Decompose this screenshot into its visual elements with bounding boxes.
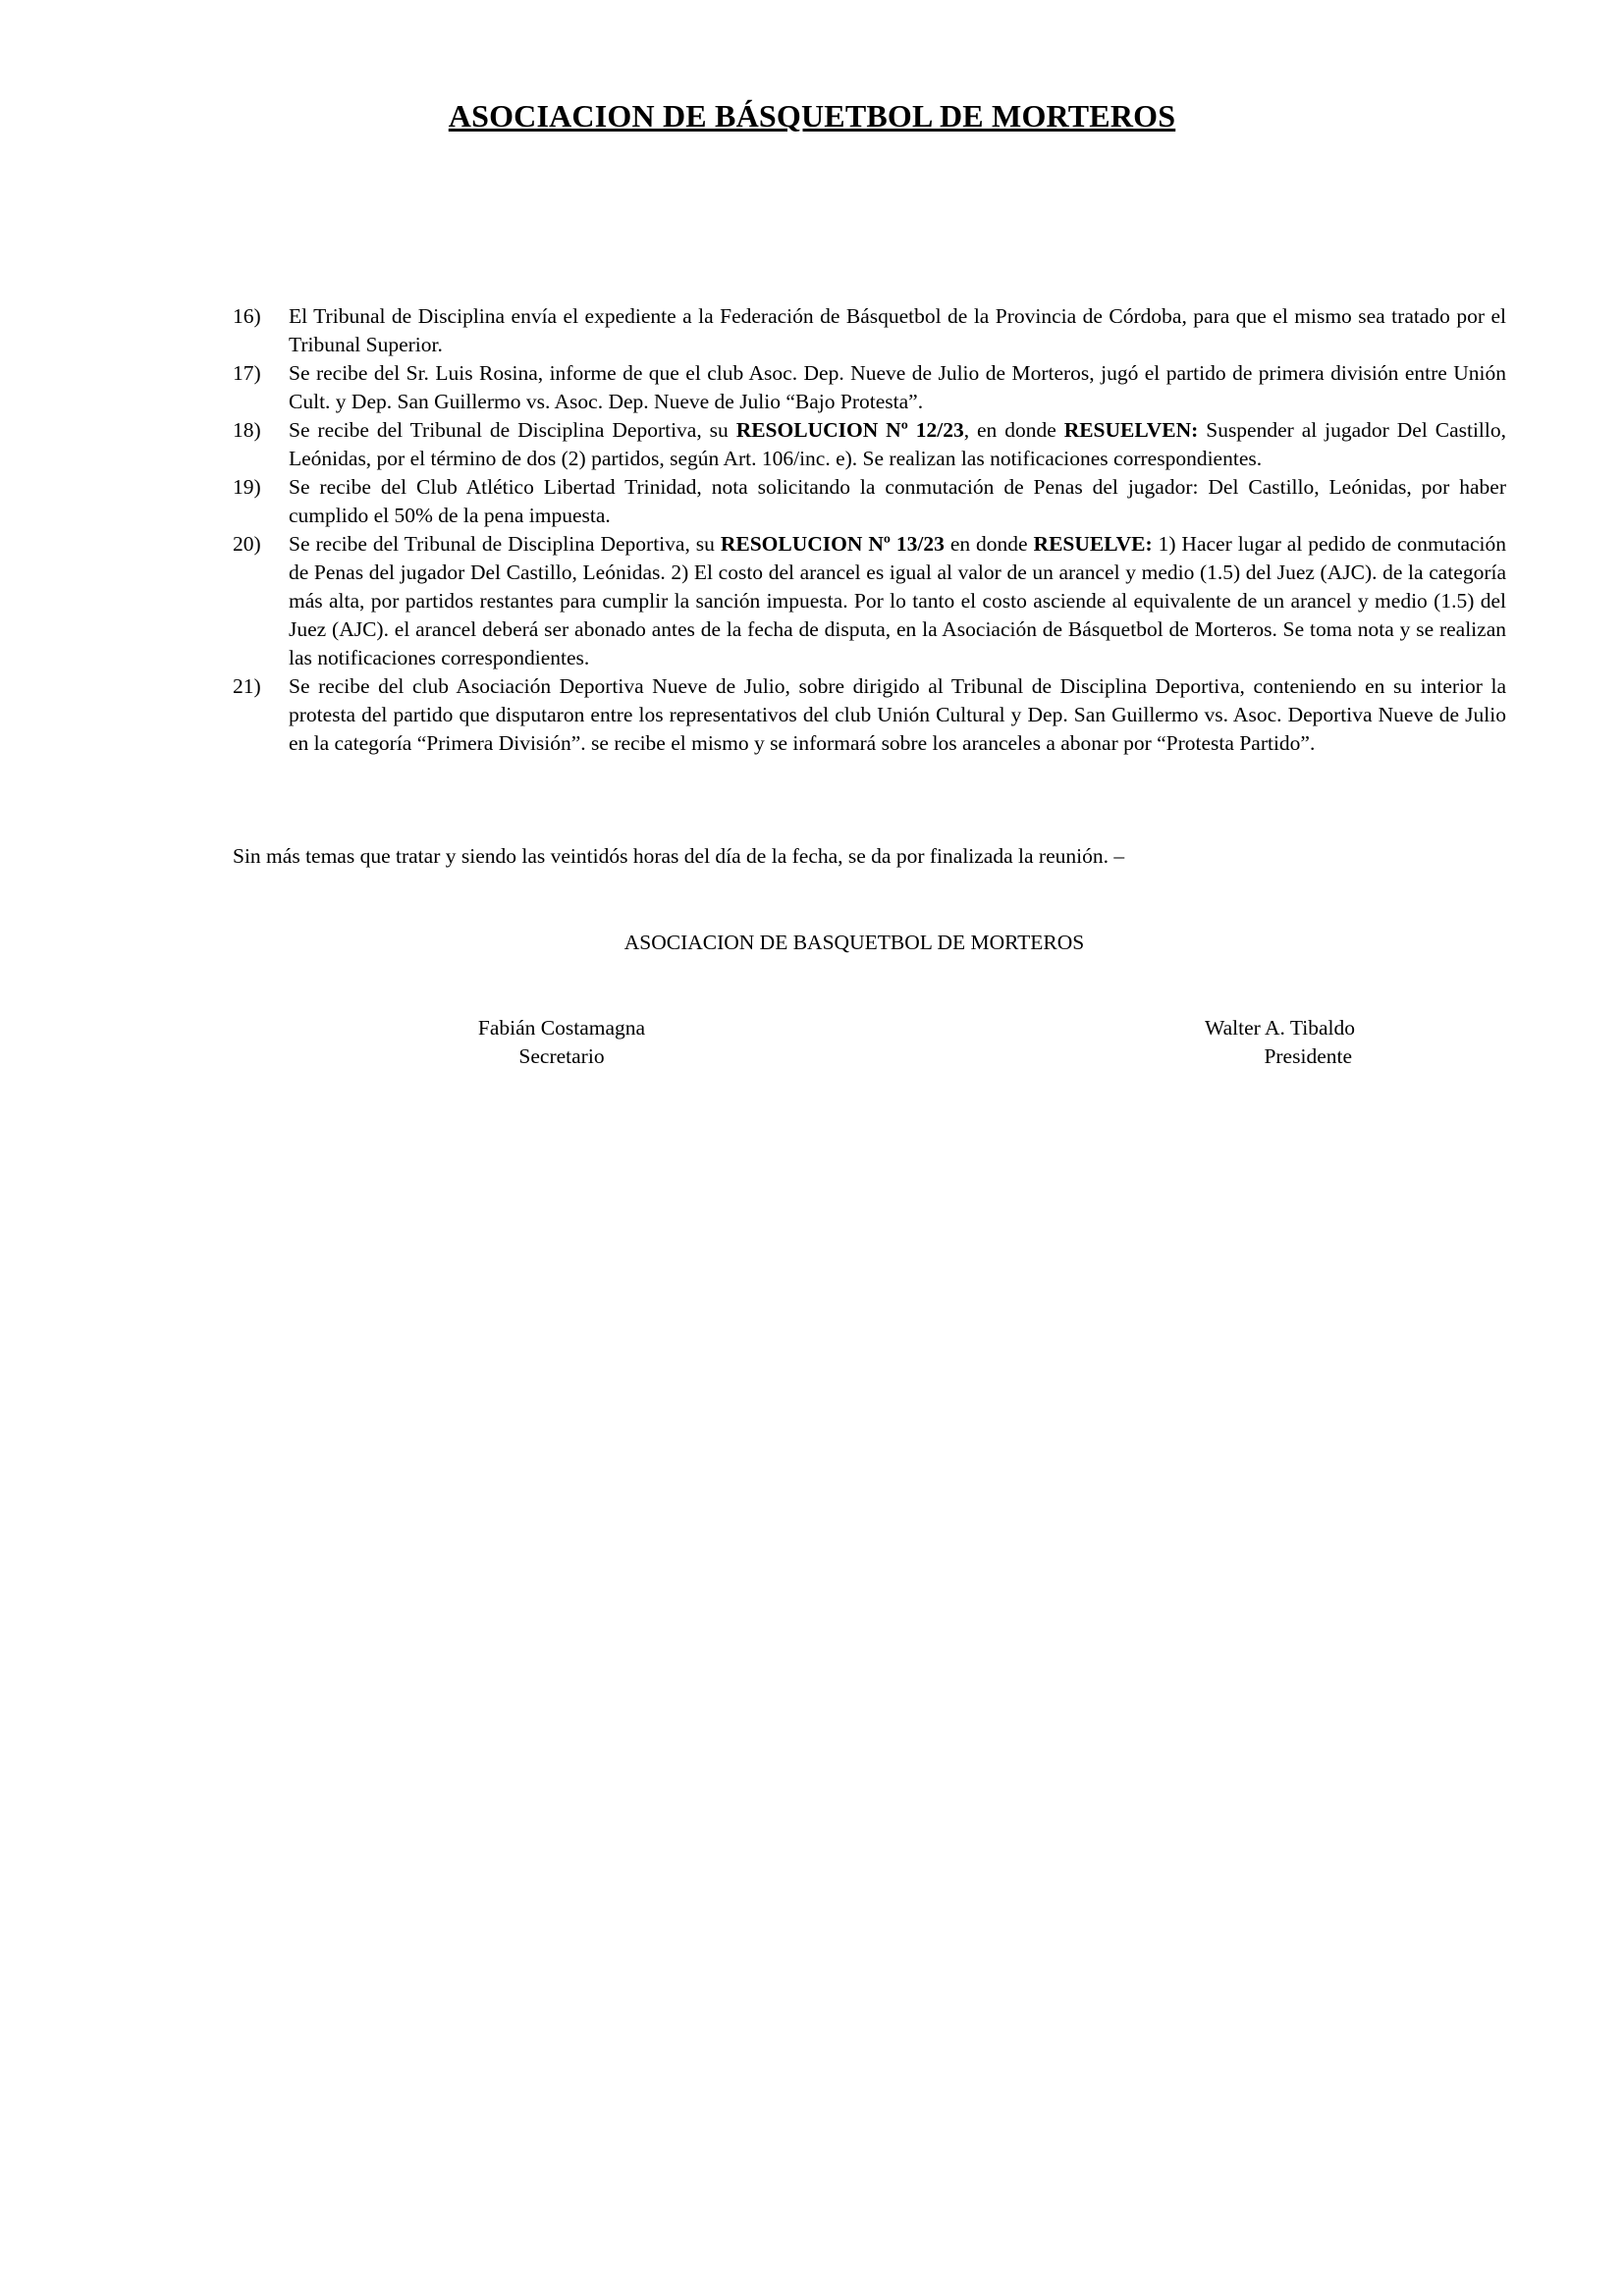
resolution-verb: RESUELVEN: [1063,418,1199,442]
signatory-role: Presidente [1264,1044,1352,1068]
item-number: 18) [233,418,261,442]
item-text-part: Se recibe del Tribunal de Disciplina Deportiva, su [289,418,736,442]
agenda-item [233,359,1506,416]
signature-secretary [434,1014,689,1071]
item-text [289,361,1506,413]
item-text [289,475,1506,527]
signature-president [1100,1014,1355,1071]
item-text-part: Se recibe del Club Atlético Libertad Trinidad, nota solicitando la conmutación de Penas del jugador: Del Castillo, Leónidas, por haber cumplido el 50% de la pena impuesta. [289,475,1506,527]
signatory-role: Secretario [518,1044,605,1068]
agenda-item [233,302,1506,359]
agenda-item [233,473,1506,530]
item-number: 17) [233,361,261,385]
signatory-name: Fabián Costamagna [477,1016,646,1040]
item-text [289,674,1506,755]
item-number: 16) [233,304,261,328]
item-text-part: , en donde [963,418,1064,442]
agenda-item [233,530,1506,672]
item-text-part: Se recibe del Tribunal de Disciplina Deportiva, su [289,532,721,556]
agenda-item [233,416,1506,473]
item-text-part: Se recibe del Sr. Luis Rosina, informe de que el club Asoc. Dep. Nueve de Julio de Morteros, jugó el partido de primera división entre Unión Cult. y Dep. San Guillermo vs. Asoc. Dep. Nueve de Julio “Bajo Protesta”. [289,361,1506,413]
agenda-item [233,672,1506,758]
organization-name: ASOCIACION DE BASQUETBOL DE MORTEROS [623,931,1085,954]
item-number: 21) [233,674,261,698]
item-number: 20) [233,532,261,556]
signatory-name: Walter A. Tibaldo [1205,1016,1355,1040]
document-title: ASOCIACION DE BÁSQUETBOL DE MORTEROS [448,98,1176,133]
item-text-part: Suspender al jugador Del Castillo, Leónidas, por el término de dos (2) partidos, según Art. 106/inc. e). Se realizan las notificaciones correspondientes. [289,418,1507,470]
item-number: 19) [233,475,261,499]
resolution-number: RESOLUCION Nº 12/23 [735,418,964,442]
item-text [289,304,1506,356]
item-text-part: en donde [944,532,1034,556]
item-text [289,532,1506,669]
item-text [289,418,1506,470]
item-text-part: 1) Hacer lugar al pedido de conmutación de Penas del jugador Del Castillo, Leónidas. 2) El costo del arancel es igual al valor de un arancel y medio (1.5) del Juez (AJC). de la categoría más alta, por partidos restantes para cumplir la sanción impuesta. Por lo tanto el costo asciende al equivalente de un arancel y medio (1.5) del Juez (AJC). el arancel deberá ser abonado antes de la fecha de disputa, en la Asociación de Básquetbol de Morteros. Se toma nota y se realizan las notificaciones correspondientes. [289,532,1507,669]
agenda-items-list [233,302,1506,758]
item-text-part: El Tribunal de Disciplina envía el expediente a la Federación de Básquetbol de la Provincia de Córdoba, para que el mismo sea tratado por el Tribunal Superior. [289,304,1506,356]
resolution-number: RESOLUCION Nº 13/23 [720,532,945,556]
item-text-part: Se recibe del club Asociación Deportiva Nueve de Julio, sobre dirigido al Tribunal de Disciplina Deportiva, conteniendo en su interior la protesta del partido que disputaron entre los representativos del club Unión Cultural y Dep. San Guillermo vs. Asoc. Deportiva Nueve de Julio en la categoría “Primera División”. se recibe el mismo y se informará sobre los aranceles a abonar por “Protesta Partido”. [289,674,1506,755]
resolution-verb: RESUELVE: [1033,532,1153,556]
closing-statement: Sin más temas que tratar y siendo las veintidós horas del día de la fecha, se da por finalizada la reunión. – [233,844,1125,868]
